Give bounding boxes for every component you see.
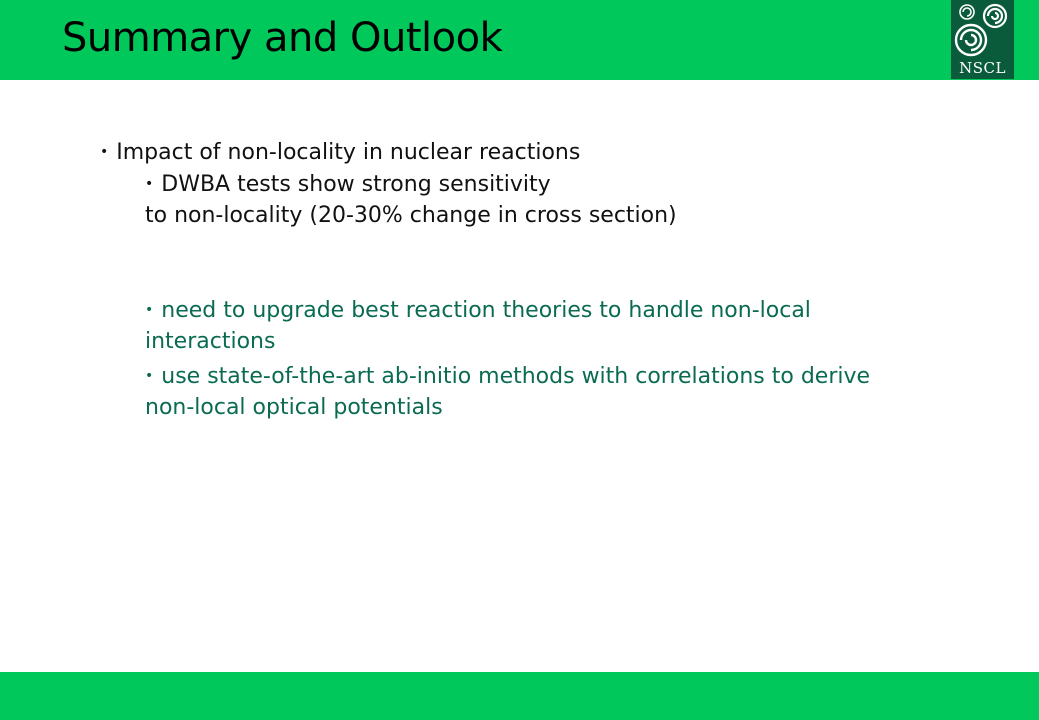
- bullet-icon: •: [145, 368, 154, 384]
- bullet-continuation: to non-locality (20-30% change in cross section): [145, 203, 677, 228]
- bullet-item-level2: [145, 168, 551, 201]
- bullet-text: DWBA tests show strong sensitivity: [161, 172, 551, 197]
- bullet-text: use state-of-the-art ab-initio methods with correlations to derive: [161, 364, 871, 389]
- bullet-text: need to upgrade best reaction theories to handle non-local: [161, 298, 811, 323]
- bullet-continuation: interactions: [145, 329, 276, 354]
- bullet-icon: •: [145, 302, 154, 318]
- bullet-icon: •: [145, 176, 154, 192]
- bullet-icon: •: [100, 144, 109, 160]
- slide-title: Summary and Outlook: [62, 15, 503, 61]
- bullet-item-level2: [145, 360, 870, 393]
- bullet-continuation: non-local optical potentials: [145, 395, 443, 420]
- bullet-item-level1: [100, 136, 580, 169]
- bullet-item-level2: [145, 294, 811, 327]
- logo-text: NSCL: [959, 59, 1006, 77]
- bullet-text: Impact of non-locality in nuclear reactions: [116, 140, 581, 165]
- footer-bar: [0, 672, 1039, 720]
